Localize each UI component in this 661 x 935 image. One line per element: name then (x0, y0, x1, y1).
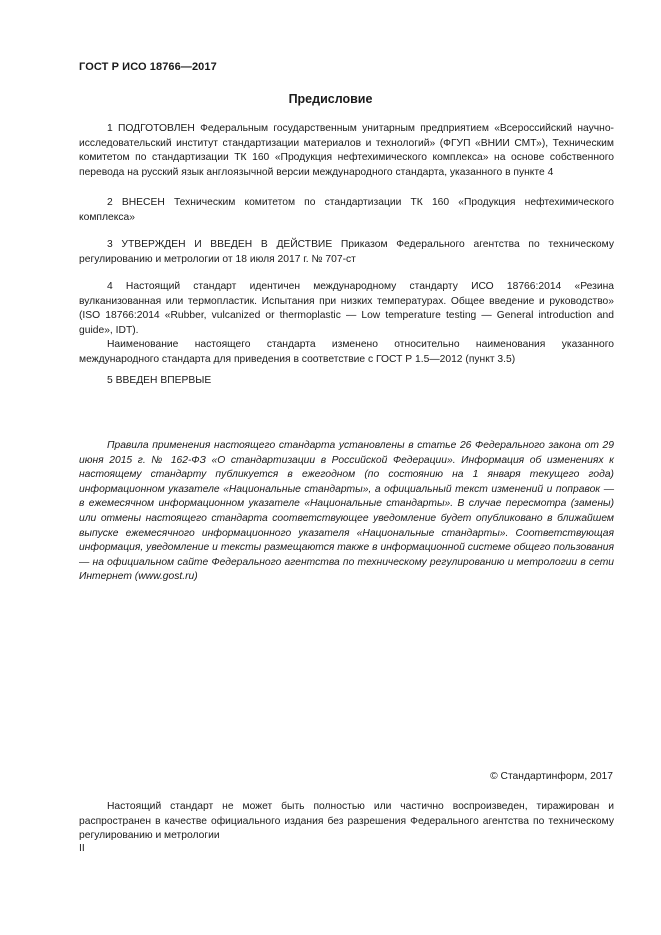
page-title: Предисловие (288, 92, 373, 106)
paragraph-text: 4 Настоящий стандарт идентичен международному стандарту ИСО 18766:2014 «Резина вулканизованная или термопластик. Испытания при низких температурах. Общее введение и руководство» (ISO 18766:2014 «Rubber, vulcanized or thermoplastic — Low temperature testing — General introduction and guide», IDT). (79, 281, 614, 336)
paragraph-text: 1 ПОДГОТОВЛЕН Федеральным государственным унитарным предприятием «Всероссийский научно-исследовательский институт стандартизации материалов и технологий» (ФГУП «ВНИИ СМТ»), Техническим комитетом по стандартизации ТК 160 «Продукция нефтехимического комплекса» на основе собственного перевода на русский язык англоязычной версии международного стандарта, указанного в пункте 4 (79, 123, 614, 178)
reproduction-text: Настоящий стандарт не может быть полностью или частично воспроизведен, тиражирован и распространен в качестве официального издания без разрешения Федерального агентства по техническому регулированию и метрологии (79, 801, 614, 842)
paragraph-text: 5 ВВЕДЕН ВПЕРВЫЕ (107, 375, 212, 386)
foreword-item-2 (79, 196, 614, 225)
reproduction-notice (79, 800, 614, 844)
document-header: ГОСТ Р ИСО 18766—2017 (79, 61, 217, 73)
copyright: © Стандартинформ, 2017 (490, 771, 613, 782)
notice-text: Правила применения настоящего стандарта установлены в статье 26 Федерального закона от 29 июня 2015 г. № 162-ФЗ «О стандартизации в Российской Федерации». Информация об изменениях к настоящему стандарту публикуется в ежегодном (по состоянию на 1 января текущего года) информационном указателе «Национальные стандарты», а официальный текст изменений и поправок — в ежемесячном информационном указателе «Национальные стандарты». В случае пересмотра (замены) или отмены настоящего стандарта соответствующее уведомление будет опубликовано в ближайшем выпуске ежемесячного информационного указателя «Национальные стандарты». Соответствующая информация, уведомление и тексты размещаются также в информационной системе общего пользования — на официальном сайте Федерального агентства по техническому регулированию и метрологии в сети Интернет (www.gost.ru) (79, 440, 614, 583)
foreword-item-3 (79, 238, 614, 267)
paragraph-text: Наименование настоящего стандарта изменено относительно наименования указанного международного стандарта для приведения в соответствие с ГОСТ Р 1.5—2012 (пункт 3.5) (79, 339, 614, 365)
page-number: II (79, 843, 85, 854)
foreword-item-1 (79, 122, 614, 180)
paragraph-text: 2 ВНЕСЕН Техническим комитетом по стандартизации ТК 160 «Продукция нефтехимического комплекса» (79, 197, 614, 223)
application-notice (79, 439, 614, 585)
foreword-item-5 (79, 374, 614, 389)
paragraph-text: 3 УТВЕРЖДЕН И ВВЕДЕН В ДЕЙСТВИЕ Приказом Федерального агентства по техническому регулированию и метрологии от 18 июля 2017 г. № 707-ст (79, 239, 614, 265)
foreword-item-4 (79, 280, 614, 368)
